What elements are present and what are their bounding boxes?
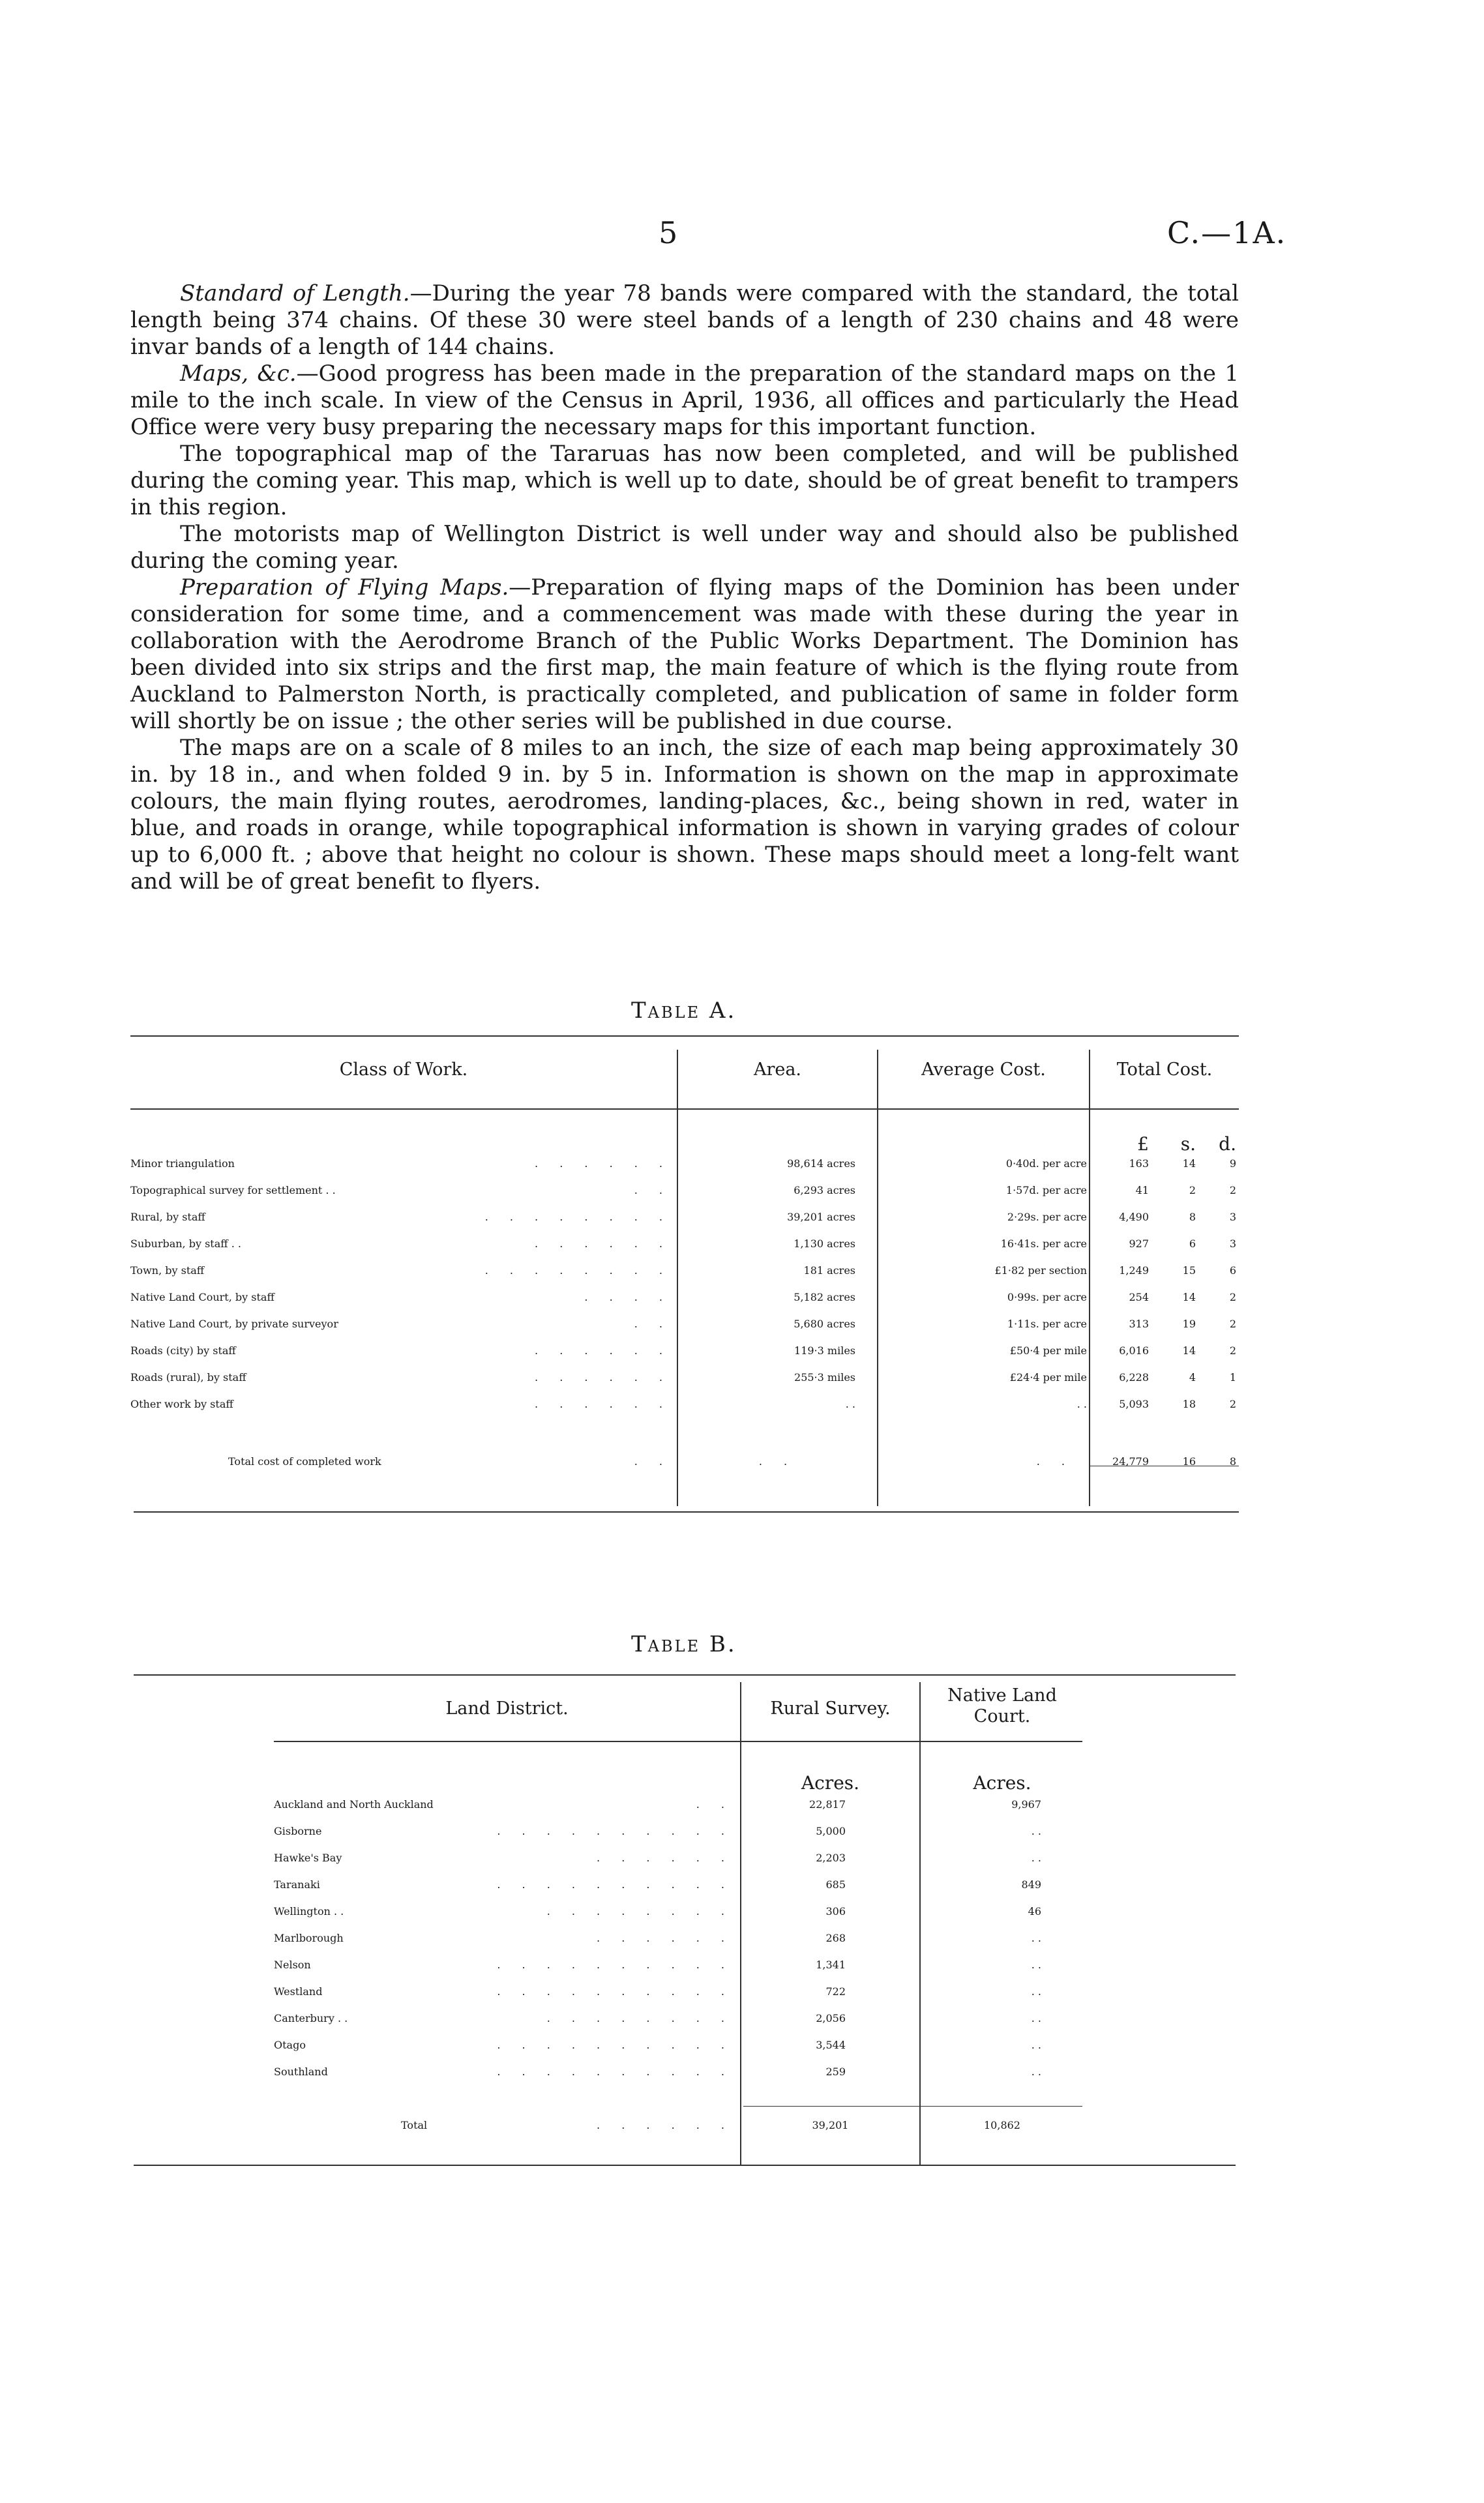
table-b-header-rule bbox=[274, 1741, 1082, 1742]
table-a-total-label: Total cost of completed work bbox=[228, 1455, 381, 1468]
table-b-row-rural: 306 bbox=[825, 1905, 846, 1918]
table-a-row-pounds: 4,490 bbox=[1119, 1211, 1149, 1223]
table-a-row-label: Native Land Court, by private surveyor bbox=[130, 1318, 338, 1330]
table-a-row-area: 1,130 acres bbox=[794, 1237, 855, 1250]
table-a-row-average: £50·4 per mile bbox=[1009, 1344, 1087, 1357]
table-b-row-label: Marlborough bbox=[274, 1932, 344, 1944]
table-a-row-leader: . . . . . . bbox=[535, 1371, 672, 1384]
paragraph-heading: Maps, &c. bbox=[180, 361, 297, 387]
table-a-total-area: . . bbox=[758, 1455, 797, 1468]
table-b-header-district: Land District. bbox=[445, 1698, 569, 1719]
table-a-row-pence: 2 bbox=[1229, 1398, 1236, 1410]
paragraph-heading: Preparation of Flying Maps. bbox=[180, 574, 509, 600]
table-a-row-shillings: 4 bbox=[1189, 1371, 1196, 1384]
table-b-row-label: Southland bbox=[274, 2066, 328, 2078]
table-a-row-area: 98,614 acres bbox=[787, 1157, 855, 1170]
table-a-total-pence: 8 bbox=[1229, 1455, 1236, 1468]
table-b-row-leader: . . . . . . . . . . bbox=[497, 1959, 734, 1971]
table-b-row-rural: 685 bbox=[825, 1878, 846, 1891]
table-a-row-leader: . . . . bbox=[584, 1291, 672, 1303]
table-a-header-average: Average Cost. bbox=[921, 1059, 1046, 1080]
table-b-total-leader: . . . . . . bbox=[597, 2119, 734, 2131]
table-a-row-pence: 1 bbox=[1229, 1371, 1236, 1384]
table-b-row-leader: . . . . . . . . . . bbox=[497, 1985, 734, 1998]
table-a-header-area: Area. bbox=[753, 1059, 802, 1080]
table-b-row-rural: 2,203 bbox=[816, 1852, 846, 1864]
table-b-row-label: Auckland and North Auckland bbox=[274, 1798, 434, 1811]
table-b-row-rural: 1,341 bbox=[816, 1959, 846, 1971]
table-a-row-shillings: 14 bbox=[1182, 1344, 1196, 1357]
paragraph-heading: Standard of Length. bbox=[180, 280, 410, 306]
table-a-row-shillings: 15 bbox=[1182, 1264, 1196, 1277]
table-a-row-shillings: 6 bbox=[1189, 1237, 1196, 1250]
table-a-row-label: Minor triangulation bbox=[130, 1157, 235, 1170]
table-a-row-label: Roads (rural), by staff bbox=[130, 1371, 246, 1384]
table-b-total-label: Total bbox=[401, 2119, 428, 2131]
table-b-row-label: Gisborne bbox=[274, 1825, 322, 1837]
table-a-row-leader: . . . . . . bbox=[535, 1344, 672, 1357]
table-a-top-rule bbox=[130, 1035, 1239, 1037]
unit-shillings: s. bbox=[1180, 1133, 1196, 1155]
table-a-header-rule bbox=[130, 1108, 1239, 1110]
table-b-row-leader: . . . . . . . . . . bbox=[497, 1825, 734, 1837]
paragraph-text: The motorists map of Wellington District is well under way and should also be published during the coming year. bbox=[130, 521, 1239, 574]
table-b-row-label: Wellington . . bbox=[274, 1905, 344, 1918]
table-b-row-leader: . . . . . . . . . . bbox=[497, 1878, 734, 1891]
table-b-row-rural: 268 bbox=[825, 1932, 846, 1944]
table-a-total-average: . . bbox=[1036, 1455, 1074, 1468]
table-a-row-shillings: 2 bbox=[1189, 1184, 1196, 1196]
table-a-row-pounds: 5,093 bbox=[1119, 1398, 1149, 1410]
table-b-row-leader: . . . . . . . . . . bbox=[497, 2066, 734, 2078]
paragraph-tararuas bbox=[130, 441, 1239, 521]
table-b-total-rural: 39,201 bbox=[812, 2119, 849, 2131]
table-b-total-native: 10,862 bbox=[984, 2119, 1020, 2131]
table-a-row-pence: 2 bbox=[1229, 1184, 1236, 1196]
paragraph-maps bbox=[130, 361, 1239, 441]
table-a-row-pence: 6 bbox=[1229, 1264, 1236, 1277]
table-a-row-pounds: 1,249 bbox=[1119, 1264, 1149, 1277]
unit-rural-acres: Acres. bbox=[801, 1772, 860, 1794]
table-a-row-shillings: 14 bbox=[1182, 1157, 1196, 1170]
table-b-row-native: 9,967 bbox=[1011, 1798, 1041, 1811]
table-a-row-area: 255·3 miles bbox=[794, 1371, 855, 1384]
paragraph-text: —Good progress has been made in the preparation of the standard maps on the 1 mile to the inch scale. In view of the Census in April, 1936, all offices and particularly the Head Office were very busy preparing the necessary maps for this important function. bbox=[130, 361, 1239, 440]
table-a-row-pounds: 254 bbox=[1129, 1291, 1149, 1303]
paragraph-flying-maps bbox=[130, 574, 1239, 735]
table-b-row-rural: 722 bbox=[825, 1985, 846, 1998]
table-a-col-divider bbox=[1089, 1050, 1090, 1506]
table-a-total-leader: . . bbox=[634, 1455, 672, 1468]
document-reference: C.—1A. bbox=[1167, 215, 1287, 250]
table-a-row-pounds: 163 bbox=[1129, 1157, 1149, 1170]
paragraph-text: —Preparation of flying maps of the Dominion has been under consideration for some time, and a commencement was made with these during the year in collaboration with the Aerodrome Branch of the Public Works Department. The Dominion has been divided into six strips and the first map, the main feature of which is the flying route from Auckland to Palmerston North, is practically completed, and publication of same in folder form will shortly be on issue ; the other series will be published in due course. bbox=[130, 574, 1239, 734]
table-b-row-leader: . . . . . . bbox=[597, 1932, 734, 1944]
body-text bbox=[130, 280, 1239, 895]
table-b-total-rule bbox=[743, 2106, 1082, 2107]
table-b-row-label: Nelson bbox=[274, 1959, 311, 1971]
table-a-row-area: 181 acres bbox=[803, 1264, 855, 1277]
table-a-row-leader: . . . . . . bbox=[535, 1237, 672, 1250]
table-a-row-shillings: 14 bbox=[1182, 1291, 1196, 1303]
paragraph-standard-of-length bbox=[130, 280, 1239, 361]
table-b-row-label: Otago bbox=[274, 2039, 306, 2051]
table-a-row-pence: 3 bbox=[1229, 1237, 1236, 1250]
table-b-row-leader: . . . . . . bbox=[597, 1852, 734, 1864]
table-a-header-class: Class of Work. bbox=[339, 1059, 468, 1080]
table-a-row-leader: . . bbox=[634, 1318, 672, 1330]
table-b-bottom-rule bbox=[134, 2165, 1236, 2166]
table-a-total-shillings: 16 bbox=[1182, 1455, 1196, 1468]
table-b-row-leader: . . bbox=[696, 1798, 734, 1811]
table-b-row-label: Hawke's Bay bbox=[274, 1852, 342, 1864]
table-a-row-pence: 3 bbox=[1229, 1211, 1236, 1223]
table-a-row-leader: . . bbox=[634, 1184, 672, 1196]
table-a-title: Table A. bbox=[631, 998, 737, 1024]
table-a-row-area: 5,182 acres bbox=[794, 1291, 855, 1303]
table-b-row-native: . . bbox=[1031, 2012, 1041, 2024]
unit-pounds: £ bbox=[1137, 1133, 1149, 1155]
table-a-row-average: 2·29s. per acre bbox=[1007, 1211, 1087, 1223]
paragraph-text: The topographical map of the Tararuas has now been completed, and will be published during the coming year. This map, which is well up to date, should be of great benefit to trampers in this region. bbox=[130, 441, 1239, 520]
table-b-top-rule bbox=[134, 1674, 1236, 1676]
table-a-row-average: 0·99s. per acre bbox=[1007, 1291, 1087, 1303]
table-b-row-native: . . bbox=[1031, 1932, 1041, 1944]
table-a-row-pounds: 41 bbox=[1135, 1184, 1149, 1196]
table-b-row-rural: 259 bbox=[825, 2066, 846, 2078]
table-a-row-label: Town, by staff bbox=[130, 1264, 205, 1277]
table-a-row-area: 5,680 acres bbox=[794, 1318, 855, 1330]
table-b-row-rural: 5,000 bbox=[816, 1825, 846, 1837]
table-b-title: Table B. bbox=[631, 1631, 737, 1657]
table-b-row-native: . . bbox=[1031, 1959, 1041, 1971]
table-b-row-label: Westland bbox=[274, 1985, 323, 1998]
table-a-bottom-rule bbox=[134, 1511, 1239, 1513]
table-a-row-leader: . . . . . . . . bbox=[484, 1264, 672, 1277]
table-b-row-rural: 22,817 bbox=[809, 1798, 846, 1811]
table-b-row-leader: . . . . . . . . . . bbox=[497, 2039, 734, 2051]
table-b-row-leader: . . . . . . . . bbox=[546, 2012, 734, 2024]
table-a-row-average: £1·82 per section bbox=[994, 1264, 1087, 1277]
table-b-header-native: Native Land Court. bbox=[947, 1685, 1057, 1726]
unit-native-acres: Acres. bbox=[973, 1772, 1031, 1794]
table-b-col-divider bbox=[919, 1682, 921, 2165]
table-a-row-label: Rural, by staff bbox=[130, 1211, 205, 1223]
table-a-row-shillings: 8 bbox=[1189, 1211, 1196, 1223]
table-a-row-label: Roads (city) by staff bbox=[130, 1344, 236, 1357]
table-a-row-shillings: 19 bbox=[1182, 1318, 1196, 1330]
table-a-row-average: 0·40d. per acre bbox=[1005, 1157, 1087, 1170]
table-a-row-pounds: 6,228 bbox=[1119, 1371, 1149, 1384]
table-a-row-average: . . bbox=[1076, 1398, 1087, 1410]
table-b-col-divider bbox=[740, 1682, 741, 2165]
paragraph-motorists-map bbox=[130, 521, 1239, 574]
table-a-row-leader: . . . . . . bbox=[535, 1157, 672, 1170]
table-a-row-pence: 2 bbox=[1229, 1344, 1236, 1357]
table-a-row-shillings: 18 bbox=[1182, 1398, 1196, 1410]
table-a-row-leader: . . . . . . . . bbox=[484, 1211, 672, 1223]
table-a-row-pounds: 313 bbox=[1129, 1318, 1149, 1330]
table-a-row-pence: 9 bbox=[1229, 1157, 1236, 1170]
table-a-row-average: 1·57d. per acre bbox=[1005, 1184, 1087, 1196]
paragraph-text: The maps are on a scale of 8 miles to an inch, the size of each map being approximately 30 in. by 18 in., and when folded 9 in. by 5 in. Information is shown on the map in approximate colours, the main flying routes, aerodromes, landing-places, &c., being shown in red, water in blue, and roads in orange, while topographical information is shown in varying grades of colour up to 6,000 ft. ; above that height no colour is shown. These maps should meet a long-felt want and will be of great benefit to flyers. bbox=[130, 735, 1239, 895]
table-b-row-native: . . bbox=[1031, 2066, 1041, 2078]
table-b-row-rural: 2,056 bbox=[816, 2012, 846, 2024]
table-a-row-label: Suburban, by staff . . bbox=[130, 1237, 241, 1250]
table-a-row-average: £24·4 per mile bbox=[1009, 1371, 1087, 1384]
table-b-row-native: 849 bbox=[1021, 1878, 1041, 1891]
table-a-row-label: Native Land Court, by staff bbox=[130, 1291, 275, 1303]
table-b-row-native: 46 bbox=[1028, 1905, 1041, 1918]
unit-pence: d. bbox=[1219, 1133, 1236, 1155]
table-a-row-area: 6,293 acres bbox=[794, 1184, 855, 1196]
table-a-total-pounds: 24,779 bbox=[1112, 1455, 1149, 1468]
table-a-row-average: 16·41s. per acre bbox=[1000, 1237, 1087, 1250]
table-a-row-area: . . bbox=[845, 1398, 855, 1410]
table-a-row-leader: . . . . . . bbox=[535, 1398, 672, 1410]
table-b-row-native: . . bbox=[1031, 1985, 1041, 1998]
table-b-row-label: Taranaki bbox=[274, 1878, 320, 1891]
table-a-row-pounds: 6,016 bbox=[1119, 1344, 1149, 1357]
table-b-row-native: . . bbox=[1031, 1825, 1041, 1837]
table-b-row-leader: . . . . . . . . bbox=[546, 1905, 734, 1918]
page-number: 5 bbox=[659, 215, 678, 250]
table-a-row-pounds: 927 bbox=[1129, 1237, 1149, 1250]
table-a-row-area: 39,201 acres bbox=[787, 1211, 855, 1223]
paragraph-map-scale bbox=[130, 735, 1239, 895]
table-a-row-label: Topographical survey for settlement . . bbox=[130, 1184, 336, 1196]
table-a-row-average: 1·11s. per acre bbox=[1007, 1318, 1087, 1330]
table-a-row-pence: 2 bbox=[1229, 1291, 1236, 1303]
table-b-row-rural: 3,544 bbox=[816, 2039, 846, 2051]
table-a-col-divider bbox=[877, 1050, 878, 1506]
table-b-row-native: . . bbox=[1031, 1852, 1041, 1864]
table-b-header-rural: Rural Survey. bbox=[770, 1698, 891, 1719]
table-a-row-label: Other work by staff bbox=[130, 1398, 233, 1410]
paragraph-text: —During the year 78 bands were compared with the standard, the total length being 374 chains. Of these 30 were steel bands of a length of 230 chains and 48 were invar bands of a length of 144 chains. bbox=[130, 280, 1239, 360]
table-b-row-label: Canterbury . . bbox=[274, 2012, 348, 2024]
table-a-header-total: Total Cost. bbox=[1116, 1059, 1213, 1080]
table-a-row-pence: 2 bbox=[1229, 1318, 1236, 1330]
table-a-col-divider bbox=[677, 1050, 678, 1506]
table-a-row-area: 119·3 miles bbox=[794, 1344, 855, 1357]
table-b-row-native: . . bbox=[1031, 2039, 1041, 2051]
